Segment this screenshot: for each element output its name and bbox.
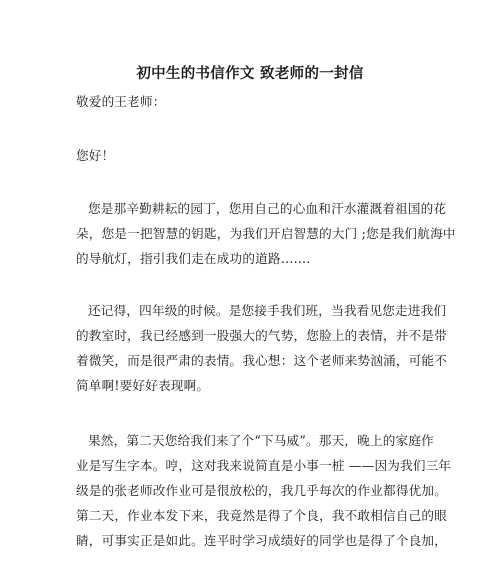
page-title: 初中生的书信作文 致老师的一封信 bbox=[136, 65, 364, 82]
paragraph-1-line-2: 朵，您是一把智慧的钥匙，为我们开启智慧的大门 ;您是我们航海中 bbox=[76, 226, 456, 241]
paragraph-2-line-4: 简单啊!要好好表现啊。 bbox=[76, 378, 210, 393]
greeting: 您好！ bbox=[76, 148, 115, 163]
paragraph-3-line-1: 果然，第二天您给我们来了个“下马威”。那天，晚上的家庭作 bbox=[88, 433, 434, 448]
paragraph-2-line-3: 着微笑，而是很严肃的表情。我心想：这个老师来势汹涌，可能不 bbox=[76, 353, 448, 368]
paragraph-2-line-1: 还记得，四年级的时候。是您接手我们班，当我看见您走进我们 bbox=[88, 303, 447, 318]
paragraph-1-line-1: 您是那辛勤耕耘的园丁，您用自己的心血和汗水灌溉着祖国的花 bbox=[88, 201, 447, 216]
paragraph-3-line-2: 业是写生字本。哼，这对我来说简直是小事一桩 ——因为我们三年 bbox=[76, 458, 452, 473]
paragraph-2-line-2: 的教室时，我已经感到一股强大的气势，您脸上的表情，并不是带 bbox=[76, 328, 448, 343]
paragraph-3-line-4: 第二天，作业本发下来，我竟然是得了个良，我不敢相信自己的眼 bbox=[76, 508, 448, 523]
salutation: 敬爱的王老师： bbox=[76, 94, 166, 109]
paragraph-3-line-3: 级是的张老师改作业可是很放松的，我几乎每次的作业都得优加。 bbox=[76, 483, 448, 498]
paragraph-1-line-3: 的导航灯，指引我们走在成功的道路……. bbox=[76, 251, 311, 266]
paragraph-3-line-5: 睛，可事实正是如此。连平时学习成绩好的同学也是得了个良加， bbox=[76, 533, 448, 548]
